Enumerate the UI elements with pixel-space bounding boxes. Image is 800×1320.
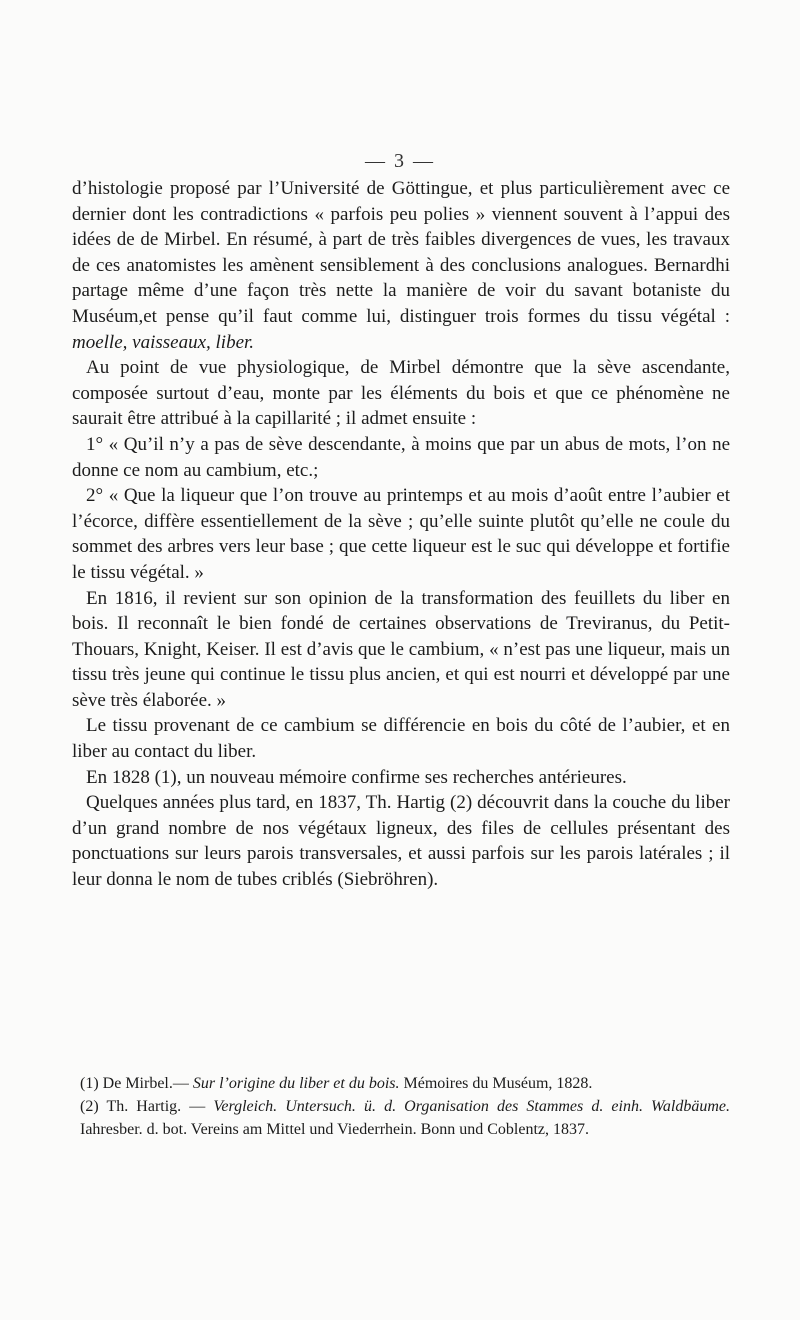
- paragraph-8: Quelques années plus tard, en 1837, Th. Hartig (2) découvrit dans la couche du liber d’un grand nombre de nos végétaux ligneux, des files de cellules présentant des ponctuations sur leurs parois transversales, et aussi parfois sur les parois latérales ; il leur donna le nom de tubes criblés (Siebröhren).: [72, 792, 730, 891]
- paragraph-1-text: d’histologie proposé par l’Université de Göttingue, et plus particulièrement avec ce dernier dont les contradictions « parfois peu polies » viennent souvent à l’appui des idées de de Mirbel. En résumé, à part de très faibles divergences de vues, les travaux de ces anatomistes les amènent sensiblement à des conclusions analogues. Bernardhi partage même d’une façon très nette la manière de voir du savant botaniste du Muséum,et pense qu’il faut comme lui, distinguer trois formes du tissu végétal :: [72, 178, 730, 327]
- paragraph-1-italic: moelle, vaisseaux, liber.: [72, 331, 255, 353]
- paragraph-5: En 1816, il revient sur son opinion de la transformation des feuillets du liber en bois. Il reconnaît le bien fondé de certaines observations de Treviranus, du Petit-Thouars, Knight, Keiser. Il est d’avis que le cambium, « n’est pas une liqueur, mais un tissu très jeune qui continue le tissu plus ancien, et qui est nourri et développé par une sève très élaborée. »: [72, 587, 730, 711]
- footnote-1-title: Sur l’origine du liber et du bois.: [192, 1075, 400, 1092]
- paragraph-6: Le tissu provenant de ce cambium se différencie en bois du côté de l’aubier, et en liber au contact du liber.: [72, 715, 730, 763]
- footnote-1-author: De Mirbel.—: [102, 1075, 189, 1092]
- paragraph-3: 1° « Qu’il n’y a pas de sève descendante, à moins que par un abus de mots, l’on ne donne ce nom au cambium, etc.;: [72, 433, 730, 481]
- body-text: [72, 176, 730, 893]
- paragraph-1: [72, 176, 730, 355]
- footnotes: [80, 1072, 730, 1141]
- footnote-2-marker: (2): [80, 1098, 99, 1115]
- paragraph-2: Au point de vue physiologique, de Mirbel démontre que la sève ascendante, composée surtout d’eau, monte par les éléments du bois et que ce phénomène ne saurait être attribué à la capillarité ; il admet ensuite :: [72, 357, 730, 430]
- footnote-1-marker: (1): [80, 1075, 99, 1092]
- footnote-2: [80, 1095, 730, 1141]
- footnote-2-title: Vergleich. Untersuch. ü. d. Organisation des Stammes d. einh. Waldbäume.: [213, 1098, 730, 1115]
- footnote-1: [80, 1072, 730, 1095]
- footnote-2-author: Th. Hartig. —: [106, 1098, 206, 1115]
- paragraph-4: 2° « Que la liqueur que l’on trouve au printemps et au mois d’août entre l’aubier et l’écorce, diffère essentiellement de la sève ; qu’elle suinte plutôt qu’elle ne coule du sommet des arbres vers leur base ; que cette liqueur est le suc qui développe et fortifie le tissu végétal. »: [72, 485, 730, 583]
- footnote-1-rest: Mémoires du Muséum, 1828.: [403, 1075, 593, 1092]
- paragraph-7: En 1828 (1), un nouveau mémoire confirme ses recherches antérieures.: [86, 766, 627, 788]
- footnote-2-rest: Iahresber. d. bot. Vereins am Mittel und Viederrhein. Bonn und Coblentz, 1837.: [80, 1121, 590, 1138]
- page-number: — 3 —: [365, 150, 435, 172]
